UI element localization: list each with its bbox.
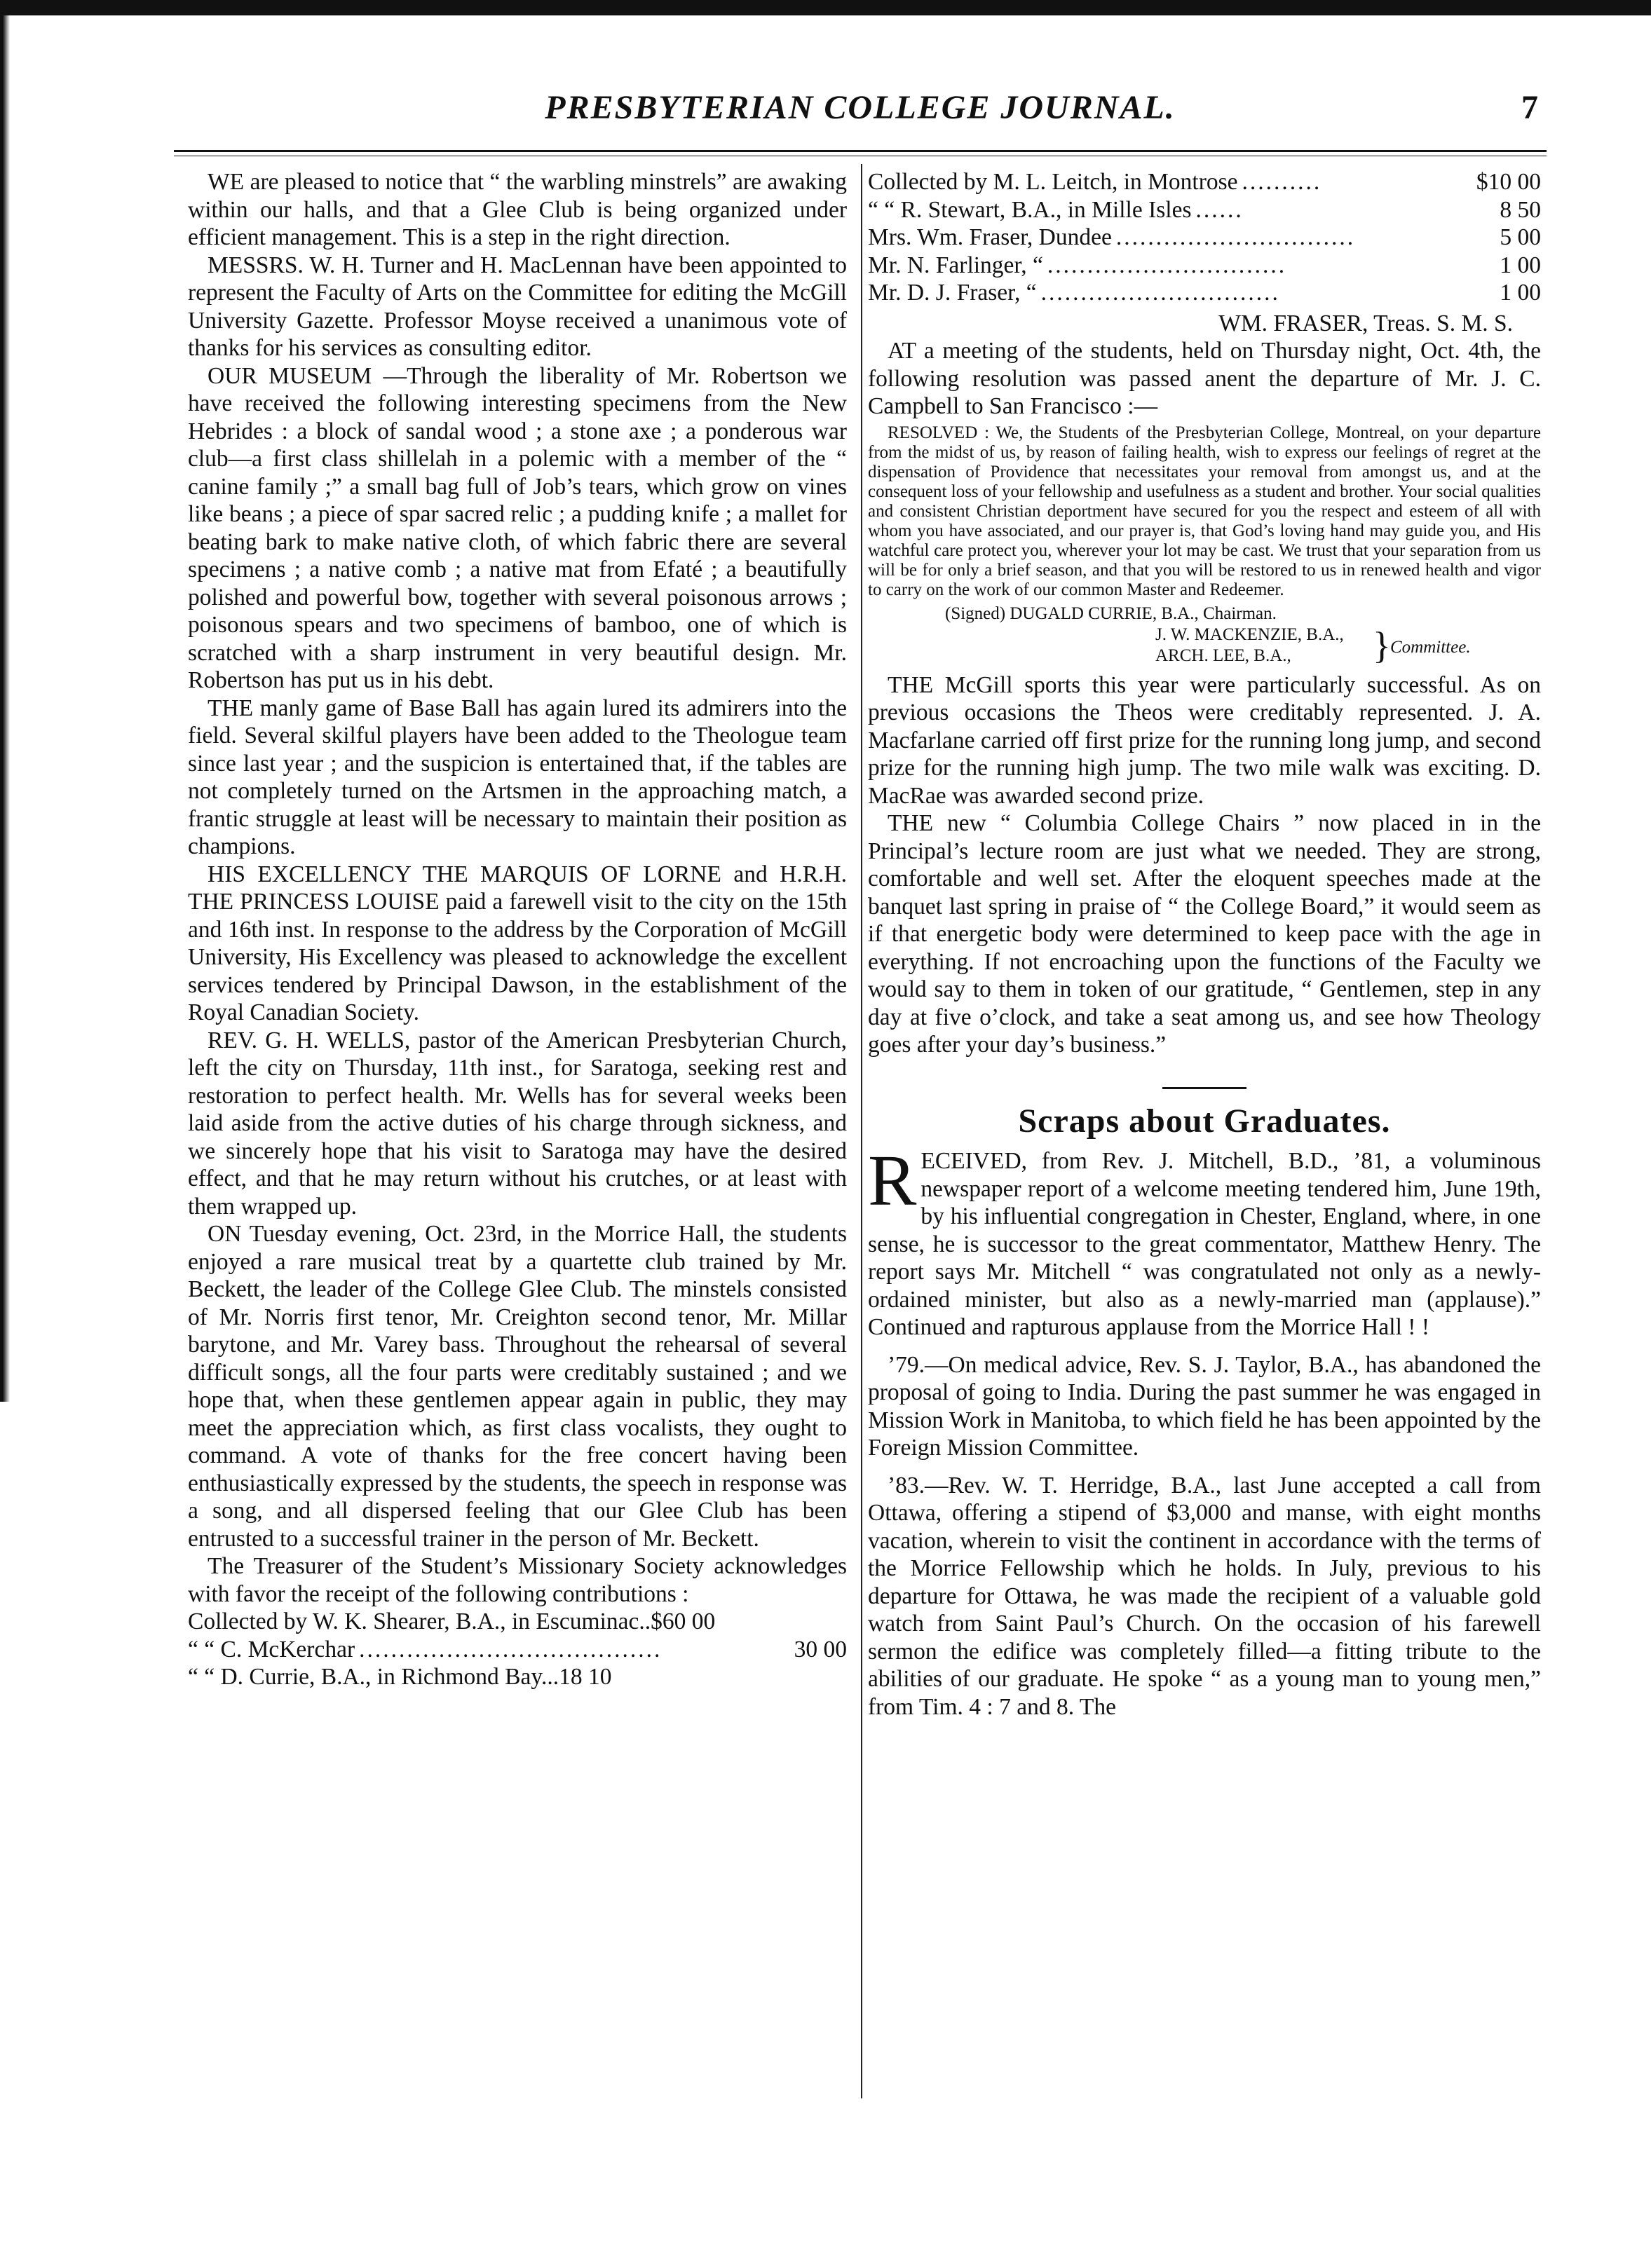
paragraph-campbell-meeting: AT a meeting of the students, held on Thursday night, Oct. 4th, the following resolution was passed anent the departure of Mr. J. C. Campbell to San Francisco :— — [868, 338, 1541, 419]
signature-lee: ARCH. LEE, B.A., — [1155, 645, 1291, 665]
signature-mackenzie: J. W. MACKENZIE, B.A., — [1155, 624, 1344, 644]
contribution-label: Collected by W. K. Shearer, B.A., in Escuminac.. — [188, 1608, 651, 1634]
signature-chairman: (Signed) DUGALD CURRIE, B.A., Chairman. — [945, 603, 1277, 623]
paragraph-marquis-of-lorne: HIS EXCELLENCY THE MARQUIS OF LORNE and H.R.H. THE PRINCESS LOUISE paid a farewell visit to the city on the 15th and 16th inst. In response to the address by the Corporation of McGill University, His Excellency was pleased to acknowledge the excellent services tendered by Principal Dawson, in the establishment of the Royal Canadian Society. — [188, 861, 847, 1025]
paragraph-gazette-committee: MESSRS. W. H. Turner and H. MacLennan have been appointed to represent the Faculty of Arts on the Committee for editing the McGill University Gazette. Professor Moyse received a unanimous vote of thanks for his services as consulting editor. — [188, 252, 847, 361]
contribution-label: “ “ D. Currie, B.A., in Richmond Bay... — [188, 1664, 559, 1690]
contribution-row — [868, 196, 1541, 224]
scan-left-edge — [0, 0, 10, 1402]
committee-label: Committee. — [1390, 637, 1471, 657]
header-rule-top — [174, 150, 1547, 152]
leader-dots: .......... — [1242, 169, 1322, 195]
contribution-row — [868, 279, 1541, 307]
scan-top-border — [0, 0, 1651, 15]
paragraph-mcgill-sports: THE McGill sports this year were particularly successful. As on previous occasions the Theos were creditably represented. J. A. Macfarlane carried off first prize for the running long jump, and second prize for the running high jump. The two mile walk was exciting. D. MacRae was awarded second prize. — [868, 671, 1541, 809]
contribution-amount: 8 50 — [1500, 196, 1541, 223]
contribution-label: Mr. D. J. Fraser, “ — [868, 280, 1037, 306]
contribution-label: Mr. N. Farlinger, “ — [868, 252, 1043, 278]
contribution-amount: 1 00 — [1500, 252, 1541, 278]
paragraph-quartette-club: ON Tuesday evening, Oct. 23rd, in the Morrice Hall, the students enjoyed a rare musical treat by a quartette club trained by Mr. Beckett, the leader of the College Glee Club. The minstels consisted of Mr. Norris first tenor, Mr. Creighton second tenor, Mr. Millar barytone, and Mr. Varey bass. Throughout the rehearsal of several difficult songs, all the four parts were creditably sustained ; and we hope that, when these gentlemen appear again in public, they may meet the appreciation which, as first class vocalists, they ought to command. A vote of thanks for the free concert having been enthusiastically expressed by the students, the speech in response was a song, and all dispersed feeling that our Glee Club has been entrusted to a successful trainer in the person of Mr. Beckett. — [188, 1221, 847, 1552]
leader-dots: ...... — [1195, 196, 1244, 223]
left-column — [188, 168, 847, 1691]
paragraph-glee-club: WE are pleased to notice that “ the warbling minstrels” are awaking within our halls, and that a Glee Club is being organized under efficient management. This is a step in the right direction. — [188, 169, 847, 250]
paragraph-taylor: ’79.—On medical advice, Rev. S. J. Taylor, B.A., has abandoned the proposal of going to India. During the past summer he was engaged in Mission Work in Manitoba, to which field he has been appointed by the Foreign Mission Committee. — [868, 1351, 1541, 1461]
contributions-list-left — [188, 1608, 847, 1691]
resolution-text: RESOLVED : We, the Students of the Presbyterian College, Montreal, on your departure from the midst of us, by reason of failing health, wish to express our feelings of regret at the dispensation of Providence that necessitates your removal from amongst us, and at the consequent loss of your fellowship and usefulness as a student and brother. Your social qualities and consistent Christian deportment have secured for you the respect and esteem of all with whom you have associated, and our prayer is, that God’s loving hand may guide you, and His watchful care protect you, wherever your lot may be cast. We trust that your separation from us will be for only a brief season, and that you will be restored to us in renewed health and vigor to carry on the work of our common Master and Redeemer. — [868, 423, 1541, 599]
treasurer-signature: WM. FRASER, Treas. S. M. S. — [1218, 310, 1513, 336]
page-number: 7 — [1521, 89, 1538, 126]
contribution-row — [188, 1636, 847, 1664]
paragraph-rev-wells: REV. G. H. WELLS, pastor of the American Presbyterian Church, left the city on Thursday, 11th inst., for Saratoga, seeking rest and restoration to perfect health. Mr. Wells has for several weeks been laid aside from the active duties of his charge through sickness, and we sincerely hope that his visit to Saratoga may have the desired effect, and that he may return without his crutches, or at least with them wrapped up. — [188, 1027, 847, 1220]
contribution-label: “ “ C. McKerchar — [188, 1636, 355, 1662]
brace-glyph: } — [1373, 624, 1391, 667]
contribution-row — [868, 168, 1541, 196]
contribution-row — [188, 1663, 847, 1691]
contribution-amount: 30 00 — [794, 1636, 847, 1662]
right-column — [868, 168, 1541, 1721]
paragraph-our-museum: OUR MUSEUM —Through the liberality of Mr. Robertson we have received the following interesting specimens from the New Hebrides : a block of sandal wood ; a stone axe ; a ponderous war club—a first class shillelah in a polemic with a member of the “ canine family ;” a small bag full of Job’s tears, which grow on vines like beans ; a piece of spar sacred relic ; a pudding knife ; a mallet for beating bark to make native cloth, of which fabric there are several specimens ; a native comb ; a native mat from Efaté ; a beautifully polished and powerful bow, together with several poisonous arrows ; poisonous spears and two specimens of bamboo, one of which is scratched with a sharp instrument in very beautiful design. Mr. Robertson has put us in his debt. — [188, 362, 847, 693]
leader-dots: .............................. — [1115, 224, 1356, 250]
contribution-row — [188, 1608, 847, 1636]
contributions-list-right — [868, 168, 1541, 307]
paragraph-mitchell: RECEIVED, from Rev. J. Mitchell, B.D., ’81, a voluminous newspaper report of a welcome meeting tendered him, June 19th, by his influential congregation in Chester, England, where, in one sense, he is successor to the great commentator, Matthew Henry. The report says Mr. Mitchell “ was congratulated not only as a newly-ordained minister, but also as a newly-married man (applause).” Continued and rapturous applause from the Morrice Hall ! ! — [868, 1140, 1541, 1340]
contribution-amount: $10 00 — [1476, 169, 1541, 195]
contribution-amount: 5 00 — [1500, 224, 1541, 250]
paragraph-missionary-society: The Treasurer of the Student’s Missionary Society acknowledges with favor the receipt of the following contributions : — [188, 1553, 847, 1607]
contribution-amount: 18 10 — [559, 1664, 612, 1690]
running-title: PRESBYTERIAN COLLEGE JOURNAL. — [545, 89, 1176, 126]
page-header — [174, 83, 1547, 132]
contribution-label: Mrs. Wm. Fraser, Dundee — [868, 224, 1112, 250]
leader-dots: ...................................... — [359, 1636, 663, 1662]
paragraph-herridge: ’83.—Rev. W. T. Herridge, B.A., last June accepted a call from Ottawa, offering a stipend of $3,000 and manse, with eight months vacation, wherein to visit the continent in accordance with the terms of the Morrice Fellowship which he holds. In July, previous to his departure for Ottawa, he was made the recipient of a valuable gold watch from Saint Paul’s Church. On the occasion of his farewell sermon the edifice was completely filled—a fitting tribute to the abilities of our graduate. He spoke “ as a young man to young men,” from Tim. 4 : 7 and 8. The — [868, 1472, 1541, 1720]
contribution-amount: 1 00 — [1500, 280, 1541, 306]
contribution-label: “ “ R. Stewart, B.A., in Mille Isles — [868, 196, 1192, 223]
leader-dots: .............................. — [1047, 252, 1287, 278]
section-heading: Scraps about Graduates. — [1018, 1102, 1391, 1140]
contribution-amount: $60 00 — [651, 1608, 716, 1634]
contribution-row — [868, 252, 1541, 280]
contribution-row — [868, 224, 1541, 252]
column-divider — [861, 164, 862, 2098]
resolution-signatures — [868, 604, 1541, 671]
contribution-label: Collected by M. L. Leitch, in Montrose — [868, 169, 1238, 195]
paragraph-columbia-chairs: THE new “ Columbia College Chairs ” now placed in in the Principal’s lecture room are just what we needed. They are strong, comfortable and well set. After the eloquent speeches made at the banquet last spring in praise of “ the College Board,” it would seem as if that energetic body were determined to keep pace with the age in everything. If not encroaching upon the functions of the Faculty we would say to them in token of our gratitude, “ Gentlemen, step in any day at five o’clock, and take a seat among us, and see how Theology goes after your day’s business.” — [868, 810, 1541, 1058]
paragraph-base-ball: THE manly game of Base Ball has again lured its admirers into the field. Several skilful players have been added to the Theologue team since last year ; and the suspicion is entertained that, if the tables are not completely turned on the Artsmen in the approaching match, a frantic struggle at least will be necessary to maintain their position as champions. — [188, 695, 847, 859]
section-divider — [1162, 1087, 1246, 1089]
leader-dots: .............................. — [1040, 280, 1280, 306]
